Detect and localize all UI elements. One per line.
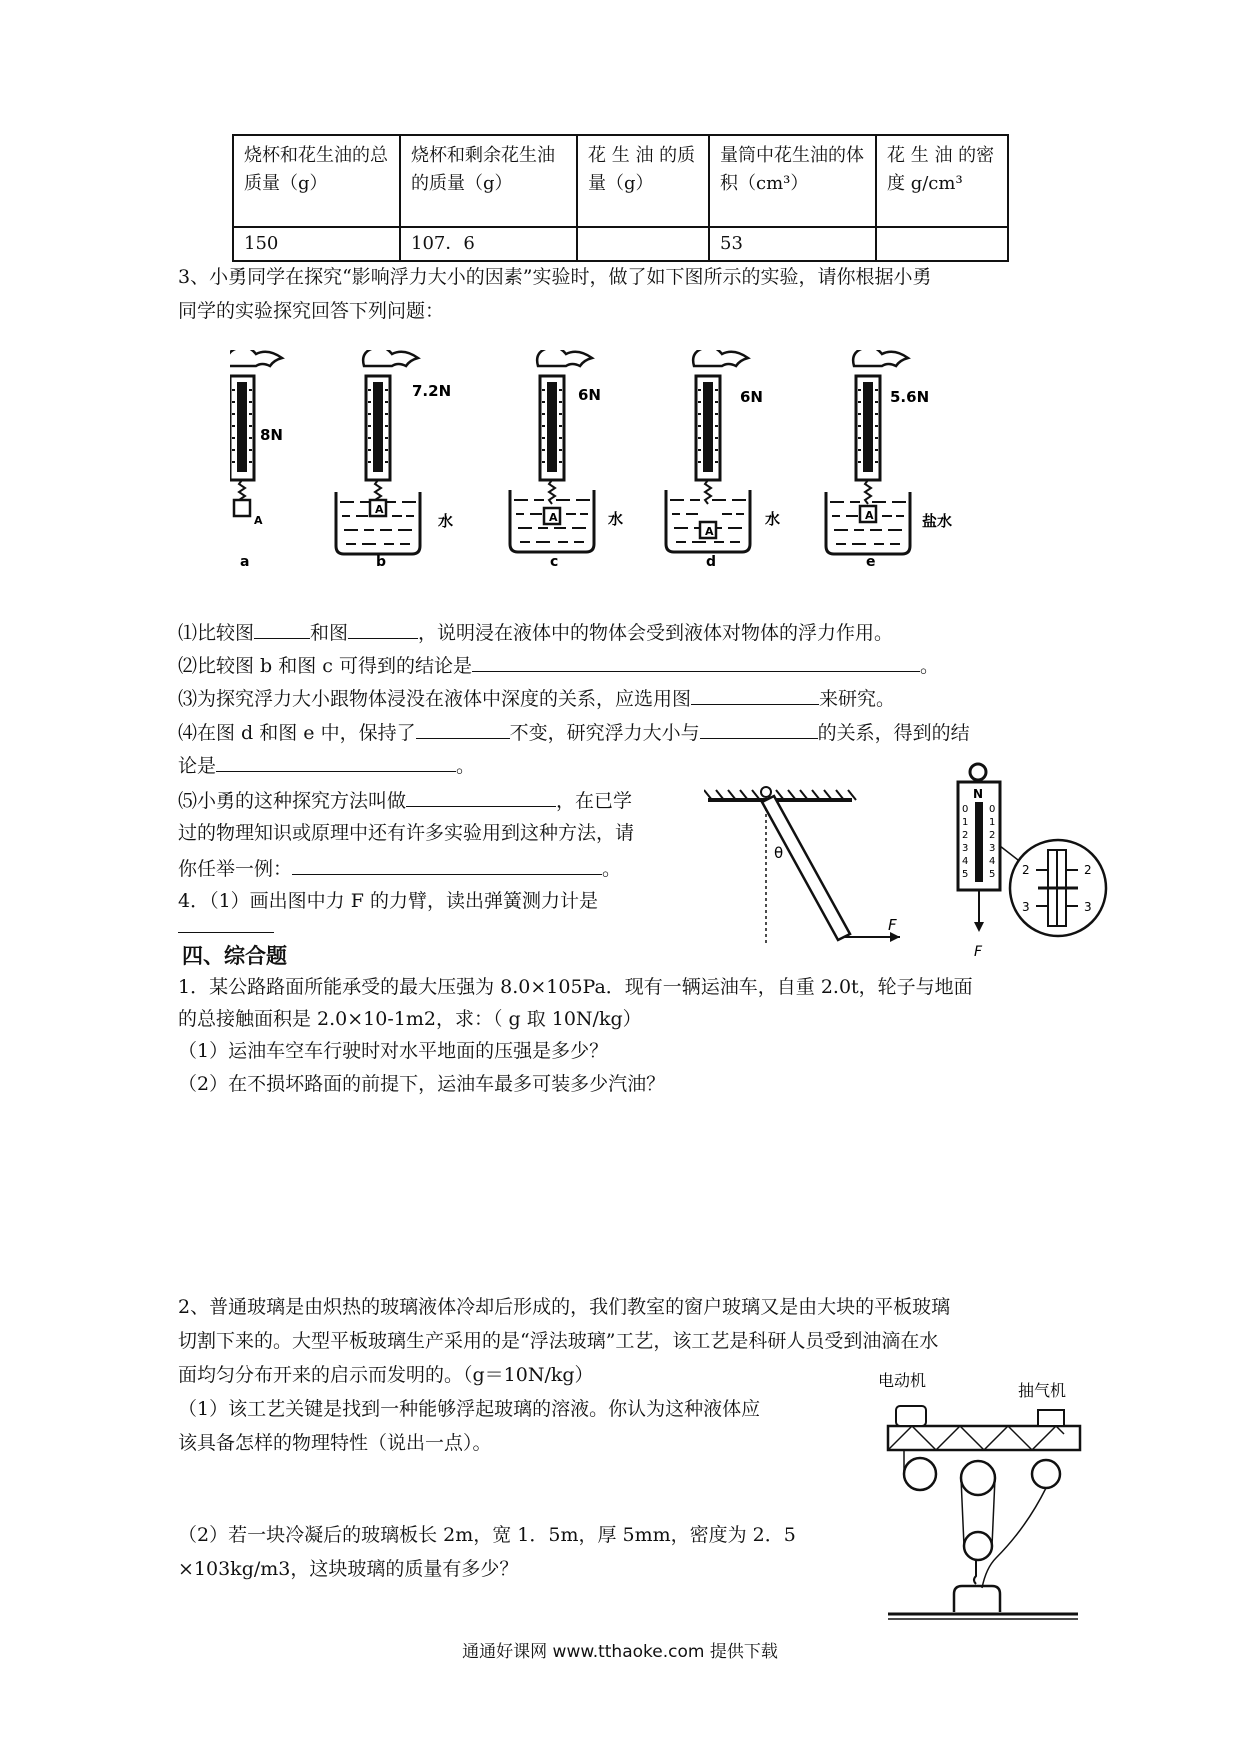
reading-e: 5.6N <box>890 388 930 406</box>
q3-part1-text: ⑴比较图 <box>178 622 255 644</box>
scale-tick: 1 <box>962 817 969 828</box>
liquid-c: 水 <box>608 510 624 528</box>
table-header-cell: 烧杯和花生油的总质量（g） <box>233 135 400 227</box>
reading-a: 8N <box>260 426 283 444</box>
answer-blank[interactable] <box>691 684 819 705</box>
q3-part4-text: 不变，研究浮力大小与 <box>509 722 700 744</box>
zoom-tick: 3 <box>1022 900 1030 914</box>
q3-intro-line2: 同学的实验探究回答下列问题： <box>178 300 445 322</box>
q3-part2-text: ⑵比较图 b 和图 c 可得到的结论是 <box>178 655 472 677</box>
scale-tick: 3 <box>989 843 996 854</box>
s4-q1-sub2: （2）在不损坏路面的前提下，运油车最多可装多少汽油？ <box>178 1073 666 1095</box>
table-header-cell: 花 生 油 的密度 g/cm³ <box>876 135 1008 227</box>
scale-tick: 4 <box>989 856 996 867</box>
table-cell: 150 <box>233 227 400 261</box>
zoom-tick: 2 <box>1084 863 1092 877</box>
q3-part5-line2: 过的物理知识或原理中还有许多实验用到这种方法，请 <box>178 822 635 844</box>
table-cell: 107．6 <box>400 227 577 261</box>
scale-tick: 0 <box>962 804 969 815</box>
table-header-cell: 花 生 油 的质量（g） <box>577 135 709 227</box>
table-row <box>233 227 1008 261</box>
scale-tick: 4 <box>962 856 969 867</box>
answer-blank[interactable] <box>406 786 556 807</box>
s4-q2-line2: 切割下来的。大型平板玻璃生产采用的是“浮法玻璃”工艺，该工艺是科研人员受到油滴在水 <box>178 1330 939 1352</box>
block-label: A <box>549 511 558 524</box>
answer-blank[interactable] <box>416 718 510 739</box>
table-header-cell: 量筒中花生油的体积（cm³） <box>709 135 876 227</box>
block-label: A <box>865 509 874 522</box>
answer-blank[interactable] <box>700 718 818 739</box>
answer-blank[interactable] <box>254 618 310 639</box>
s4-q1-line2: 的总接触面积是 2.0×10-1m2，求：（ g 取 10N/kg） <box>178 1008 642 1030</box>
q3-part5-text: 。 <box>602 858 622 880</box>
q3-part5-text: ⑸小勇的这种探究方法叫做 <box>178 790 407 812</box>
answer-blank[interactable] <box>216 751 456 772</box>
table-cell: 53 <box>709 227 876 261</box>
s4-q2-sub2-line2: ×103kg/m3，这块玻璃的质量有多少？ <box>178 1558 519 1580</box>
q3-part4 <box>178 718 970 746</box>
spring-scale-zoom-diagram <box>948 760 1108 960</box>
q3-part1-text: 和图 <box>310 622 349 644</box>
scale-tick: 3 <box>962 843 969 854</box>
table-cell <box>876 227 1008 261</box>
answer-blank[interactable] <box>472 651 920 672</box>
s4-q2-line3: 面均匀分布开来的启示而发明的。（g＝10N/kg） <box>178 1364 594 1386</box>
force-label: F <box>888 916 897 934</box>
q3-part1-text: ，说明浸在液体中的物体会受到液体对物体的浮力作用。 <box>418 622 894 644</box>
caption-b: b <box>376 554 387 570</box>
pump-label: 抽气机 <box>1018 1381 1067 1400</box>
motor-label: 电动机 <box>878 1371 927 1390</box>
q3-part5-line3 <box>178 854 621 882</box>
lever-diagram <box>704 778 934 948</box>
q3-part4-cont <box>178 751 475 779</box>
zoom-tick: 2 <box>1022 863 1030 877</box>
scale-tick: 5 <box>989 869 996 880</box>
angle-label: θ <box>774 844 784 862</box>
scale-tick: 2 <box>962 830 969 841</box>
s4-q2-sub1-line1: （1）该工艺关键是找到一种能够浮起玻璃的溶液。你认为这种液体应 <box>178 1398 761 1420</box>
oil-density-table <box>232 134 1009 262</box>
s4-q1-line1: 1．某公路路面所能承受的最大压强为 8.0×105Pa．现有一辆运油车，自重 2.0t，轮子与地面 <box>178 976 973 998</box>
force-label: F <box>974 944 983 960</box>
scale-tick: 2 <box>989 830 996 841</box>
q3-part2 <box>178 651 939 679</box>
reading-c: 6N <box>578 386 601 404</box>
scale-tick: 1 <box>989 817 996 828</box>
q4-text: 4．（1）画出图中力 F 的力臂，读出弹簧测力计是 <box>178 890 598 912</box>
q3-part4-text: 。 <box>456 755 476 777</box>
s4-q1-sub1: （1）运油车空车行驶时对水平地面的压强是多少？ <box>178 1040 609 1062</box>
q3-part2-text: 。 <box>919 655 939 677</box>
liquid-b: 水 <box>438 512 454 530</box>
q3-part3-text: ⑶为探究浮力大小跟物体浸没在液体中深度的关系，应选用图 <box>178 688 692 710</box>
liquid-d: 水 <box>765 510 781 528</box>
section-heading: 四、综合题 <box>182 944 287 968</box>
q3-part3-text: 来研究。 <box>819 688 896 710</box>
q3-part5 <box>178 786 632 814</box>
spring-scale-e <box>826 350 910 554</box>
scale-tick: 0 <box>989 804 996 815</box>
liquid-e: 盐水 <box>922 512 953 530</box>
page-footer: 通通好课网 www.tthaoke.com 提供下载 <box>462 1642 778 1662</box>
spring-scale-d <box>666 350 750 552</box>
reading-d: 6N <box>740 388 763 406</box>
caption-a: a <box>240 554 250 570</box>
caption-d: d <box>706 554 717 570</box>
caption-e: e <box>866 554 876 570</box>
scale-unit-label: N <box>973 787 984 801</box>
table-cell <box>577 227 709 261</box>
q3-part4-text: ⑷在图 d 和图 e 中，保持了 <box>178 722 416 744</box>
answer-blank[interactable] <box>292 854 602 875</box>
q3-part5-text: ，在已学 <box>556 790 633 812</box>
q3-intro-line1: 3、小勇同学在探究“影响浮力大小的因素”实验时，做了如下图所示的实验，请你根据小勇 <box>178 266 932 288</box>
table-header-cell: 烧杯和剩余花生油的质量（g） <box>400 135 577 227</box>
block-label: A <box>375 503 384 516</box>
table-header-row <box>233 135 1008 227</box>
block-label: A <box>705 525 714 538</box>
answer-blank[interactable] <box>348 618 418 639</box>
q3-part3 <box>178 684 895 712</box>
s4-q2-line1: 2、普通玻璃是由炽热的玻璃液体冷却后形成的，我们教室的窗户玻璃又是由大块的平板玻璃 <box>178 1296 951 1318</box>
glass-lifter-diagram <box>868 1366 1088 1634</box>
s4-q2-sub1-line2: 该具备怎样的物理特性（说出一点）。 <box>178 1432 492 1454</box>
answer-blank[interactable] <box>178 912 274 933</box>
block-label: A <box>254 514 263 527</box>
buoyancy-experiment-figure <box>230 350 1070 580</box>
zoom-tick: 3 <box>1084 900 1092 914</box>
scale-tick: 5 <box>962 869 969 880</box>
q3-part4-text: 论是 <box>178 755 217 777</box>
q3-part1 <box>178 618 893 646</box>
q3-part4-text: 的关系，得到的结 <box>817 722 970 744</box>
q3-part5-text: 你任举一例： <box>178 858 293 880</box>
reading-b: 7.2N <box>412 382 452 400</box>
spring-scale-b <box>336 350 420 554</box>
s4-q2-sub2-line1: （2）若一块冷凝后的玻璃板长 2m，宽 1．5m，厚 5mm，密度为 2．5 <box>178 1524 796 1546</box>
caption-c: c <box>550 554 559 570</box>
